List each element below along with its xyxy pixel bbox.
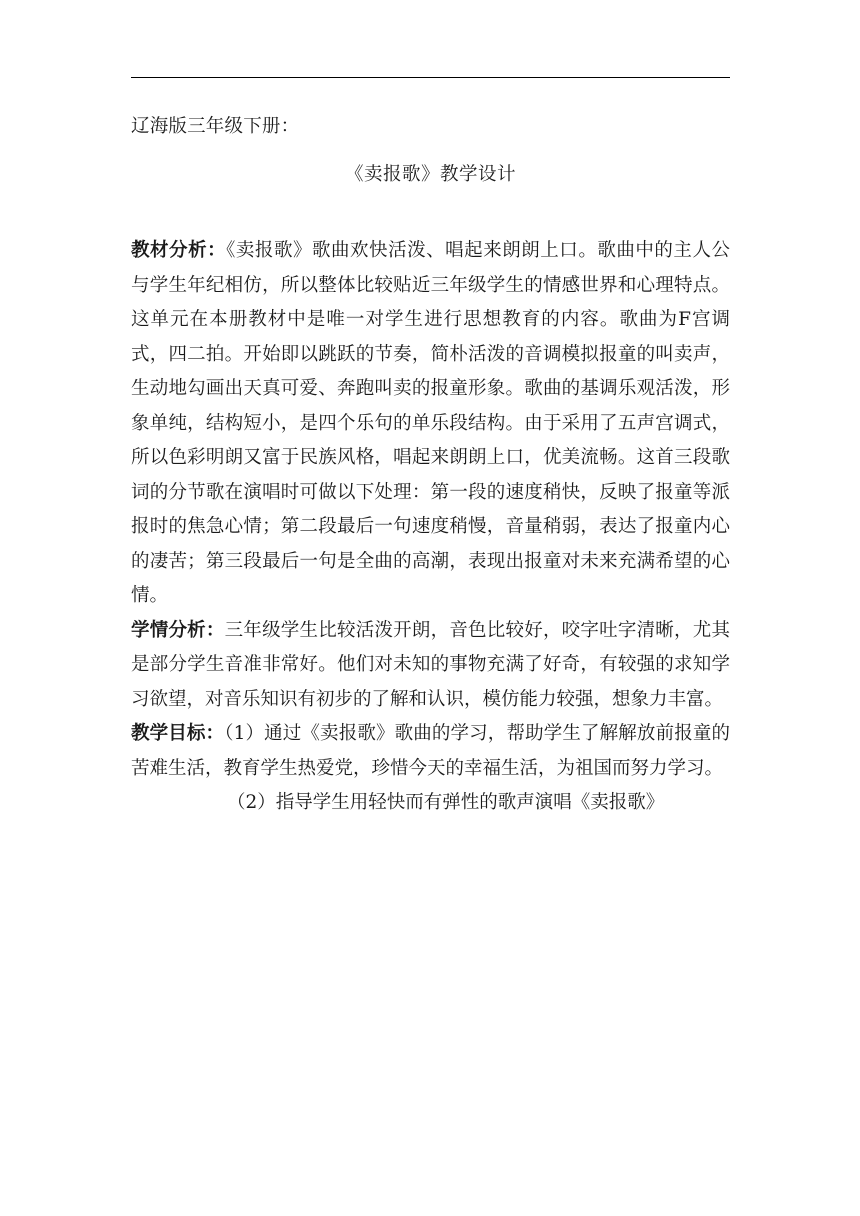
section-label-material-analysis: 教材分析：	[131, 240, 227, 261]
section-label-student-analysis: 学情分析：	[131, 619, 225, 641]
header-rule	[131, 77, 730, 78]
section-text-teaching-goals: （1）通过《卖报歌》歌曲的学习，帮助学生了解解放前报童的苦难生活，教育学生热爱党，珍惜今天的幸福生活，为祖国而努力学习。	[131, 723, 730, 779]
document-subtitle: 辽海版三年级下册：	[131, 116, 300, 137]
section-student-analysis	[131, 614, 730, 718]
document-title: 《卖报歌》教学设计	[344, 164, 516, 185]
teaching-goal-item-2: （2）指导学生用轻快而有弹性的歌声演唱《卖报歌》	[227, 792, 665, 813]
section-teaching-goals	[131, 717, 730, 786]
section-text-material-analysis: 《卖报歌》歌曲欢快活泼、唱起来朗朗上口。歌曲中的主人公与学生年纪相仿，所以整体比较贴近三年级学生的情感世界和心理特点。这单元在本册教材中是唯一对学生进行思想教育的内容。歌曲为F宫调式，四二拍。开始即以跳跃的节奏，简朴活泼的音调模拟报童的叫卖声，生动地勾画出天真可爱、奔跑叫卖的报童形象。歌曲的基调乐观活泼，形象单纯，结构短小，是四个乐句的单乐段结构。由于采用了五声宫调式，所以色彩明朗又富于民族风格，唱起来朗朗上口，优美流畅。这首三段歌词的分节歌在演唱时可做以下处理：第一段的速度稍快，反映了报童等派报时的焦急心情；第二段最后一句速度稍慢，音量稍弱，表达了报童内心的凄苦；第三段最后一句是全曲的高潮，表现出报童对未来充满希望的心情。	[131, 240, 730, 606]
section-material-analysis	[131, 234, 730, 614]
document-body	[131, 110, 730, 821]
section-text-student-analysis: 三年级学生比较活泼开朗，音色比较好，咬字吐字清晰，尤其是部分学生音准非常好。他们对未知的事物充满了好奇，有较强的求知学习欲望，对音乐知识有初步的了解和认识，模仿能力较强，想象力丰富。	[131, 619, 730, 710]
section-label-teaching-goals: 教学目标：	[131, 723, 225, 744]
